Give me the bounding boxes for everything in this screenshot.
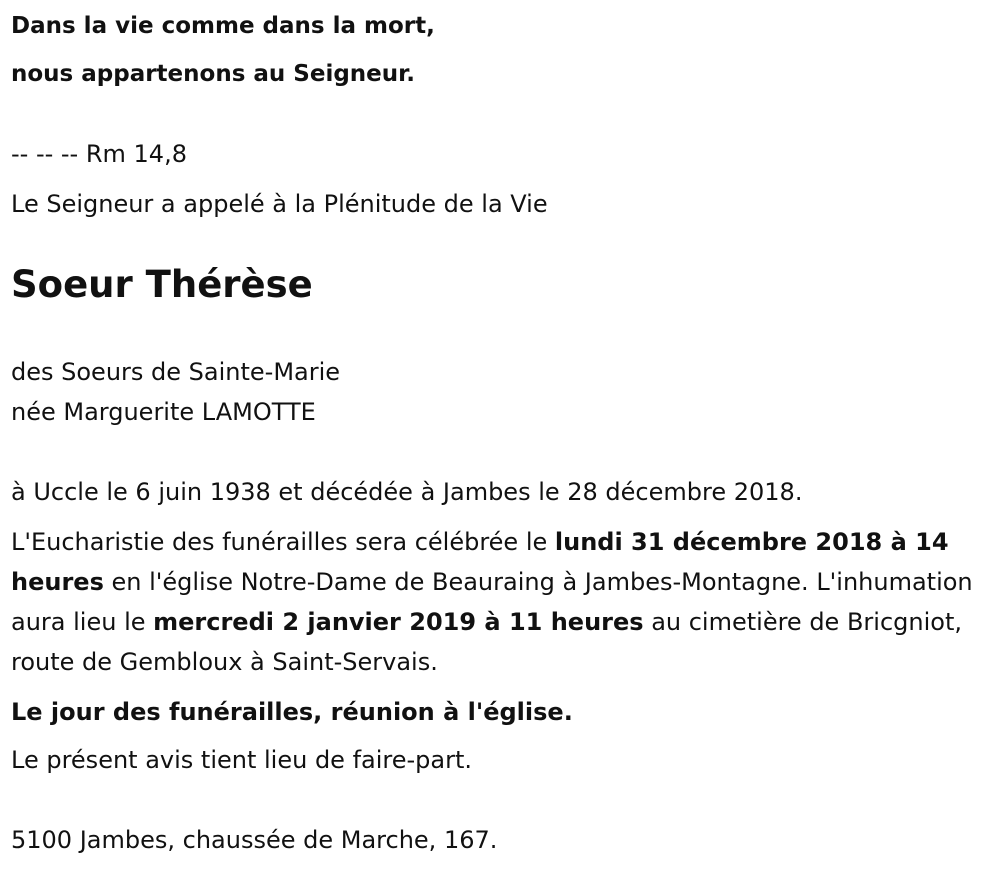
meeting-text: Le jour des funérailles, réunion à l'église. bbox=[11, 698, 573, 726]
funeral-text-2: en l'église Notre-Dame de Beauraing à Jambes-Montagne. L'inhumation aura lieu le bbox=[11, 568, 973, 636]
funeral-text-1: L'Eucharistie des funérailles sera célébrée le bbox=[11, 528, 555, 556]
faire-part-text: Le présent avis tient lieu de faire-part. bbox=[11, 746, 473, 774]
birth-name-text: née Marguerite LAMOTTE bbox=[11, 398, 316, 426]
address-text: 5100 Jambes, chaussée de Marche, 167. bbox=[11, 826, 498, 854]
burial-date: mercredi 2 janvier 2019 à 11 heures bbox=[153, 608, 644, 636]
announcement-text: Le Seigneur a appelé à la Plénitude de la Vie bbox=[11, 190, 548, 218]
motto-line-2: nous appartenons au Seigneur. bbox=[11, 61, 415, 87]
funeral-text-3: au cimetière de Bricgniot, route de Gembloux à Saint-Servais. bbox=[11, 608, 962, 676]
congregation-text: des Soeurs de Sainte-Marie bbox=[11, 358, 341, 386]
scripture-reference: -- -- -- Rm 14,8 bbox=[11, 140, 187, 168]
motto-line-1: Dans la vie comme dans la mort, bbox=[11, 13, 435, 39]
deceased-name: Soeur Thérèse bbox=[11, 263, 313, 306]
dates-text: à Uccle le 6 juin 1938 et décédée à Jambes le 28 décembre 2018. bbox=[11, 478, 803, 506]
funeral-date: lundi 31 décembre 2018 à 14 heures bbox=[11, 528, 949, 596]
funeral-paragraph bbox=[11, 522, 981, 682]
